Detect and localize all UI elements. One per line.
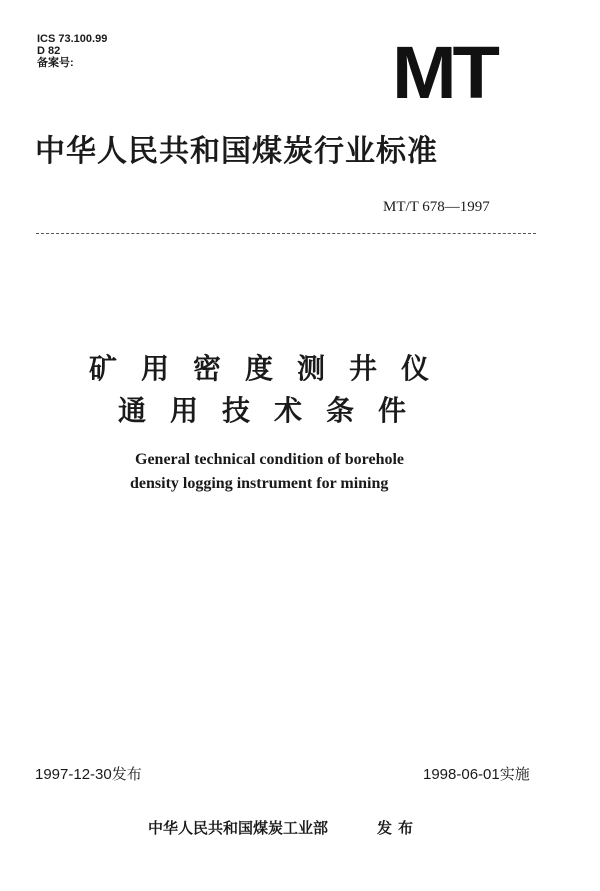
industry-standard-title: 中华人民共和国煤炭行业标准 bbox=[35, 134, 438, 169]
issue-label: 发布 bbox=[377, 819, 420, 837]
implementation-date: 1998-06-01实施 bbox=[423, 766, 530, 783]
mt-logo: MT bbox=[392, 31, 496, 114]
header-divider bbox=[36, 233, 536, 234]
standard-number: MT/T 678—1997 bbox=[383, 199, 490, 215]
classification-code: D 82 bbox=[37, 45, 61, 57]
record-number-label: 备案号: bbox=[37, 57, 74, 69]
chinese-title-line-1: 矿用密度测井仪 bbox=[89, 352, 454, 385]
issuing-authority: 中华人民共和国煤炭工业部 bbox=[148, 819, 329, 837]
ics-code: ICS 73.100.99 bbox=[37, 33, 108, 45]
chinese-title-line-2: 通用技术条件 bbox=[118, 394, 431, 427]
english-title-line-2: density logging instrument for mining bbox=[130, 475, 389, 492]
english-title-line-1: General technical condition of borehole bbox=[135, 451, 405, 468]
issue-date: 1997-12-30发布 bbox=[35, 766, 142, 783]
